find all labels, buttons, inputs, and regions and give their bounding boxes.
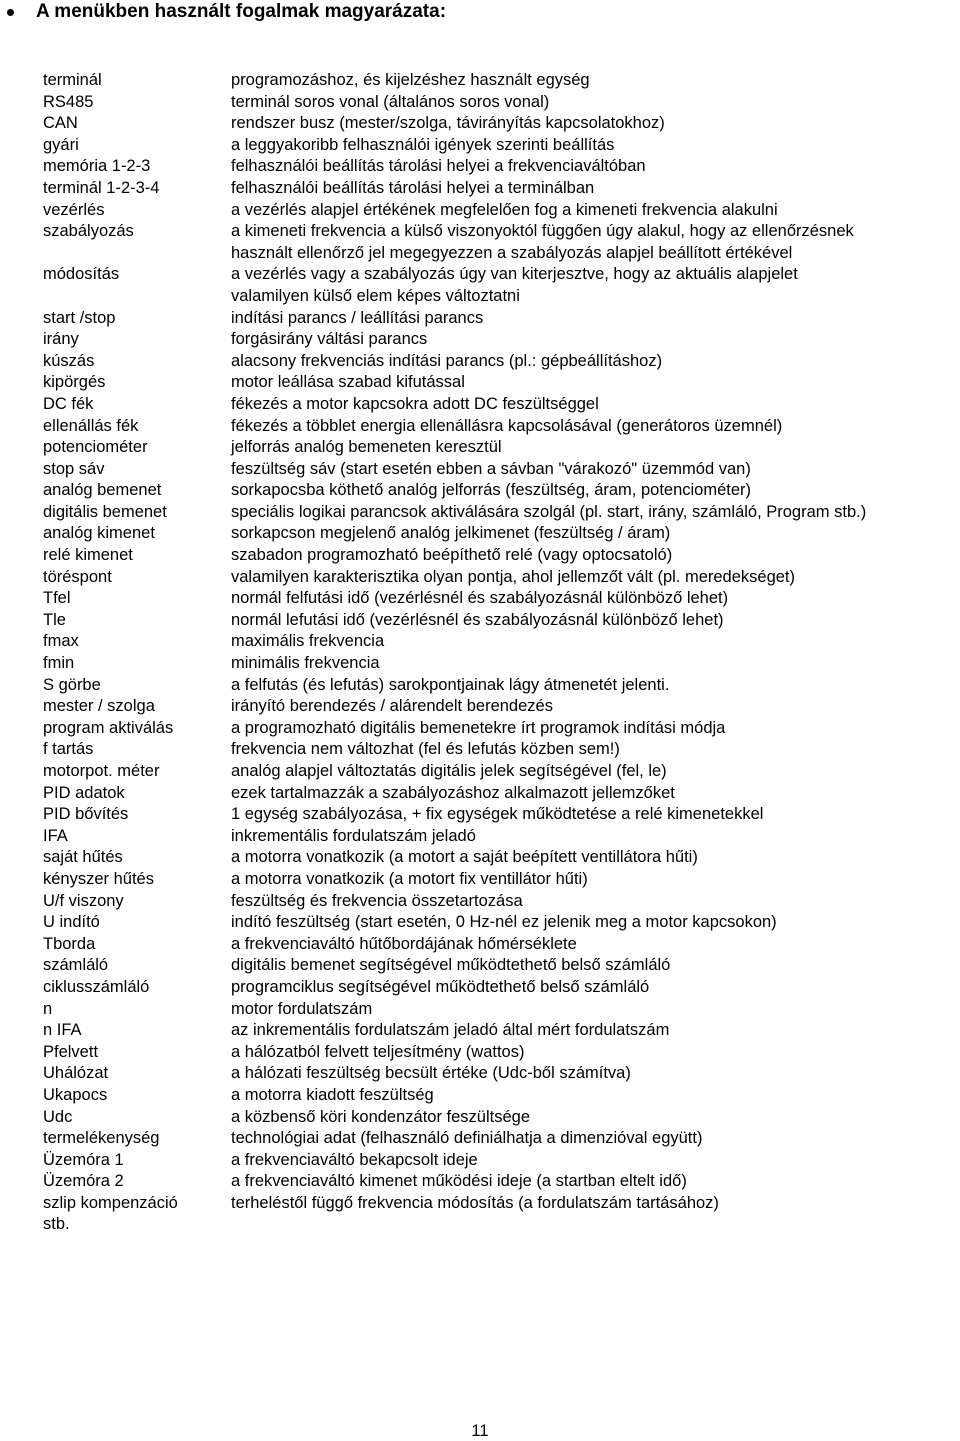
glossary-entry <box>0 394 960 416</box>
glossary-entry <box>0 502 960 524</box>
glossary-entry <box>0 156 960 178</box>
glossary-definition: minimális frekvencia <box>231 654 380 673</box>
glossary-term: ellenállás fék <box>43 416 139 435</box>
glossary-definition: rendszer busz (mester/szolga, távirányítás kapcsolatokhoz) <box>231 114 665 133</box>
glossary-definition: a közbenső köri kondenzátor feszültsége <box>231 1107 531 1126</box>
glossary-definition: az inkrementális fordulatszám jeladó által mért fordulatszám <box>231 1021 670 1040</box>
glossary-entry <box>0 1020 960 1042</box>
glossary-term: Tborda <box>43 934 96 953</box>
glossary-term: DC fék <box>43 394 94 413</box>
glossary-definition: terminál soros vonal (általános soros vonal) <box>231 92 550 111</box>
glossary-term: fmin <box>43 654 75 673</box>
glossary-definition: forgásirány váltási parancs <box>231 330 428 349</box>
glossary-term: módosítás <box>43 265 120 284</box>
glossary-definition: digitális bemenet segítségével működtethető belső számláló <box>231 956 671 975</box>
glossary-definition: sorkapcson megjelenő analóg jelkimenet (feszültség / áram) <box>231 524 671 543</box>
glossary-definition: a frekvenciaváltó kimenet működési ideje (a startban eltelt idő) <box>231 1172 687 1191</box>
glossary-definition: 1 egység szabályozása, + fix egységek működtetése a relé kimenetekkel <box>231 805 764 824</box>
glossary-definition: fékezés a többlet energia ellenállásra kapcsolásával (generátoros üzemnél) <box>231 416 783 435</box>
glossary-entry <box>0 200 960 222</box>
glossary-entry <box>0 675 960 697</box>
glossary-entry <box>0 847 960 869</box>
glossary-definition <box>231 1214 960 1236</box>
glossary-term: Üzemóra 1 <box>43 1150 124 1169</box>
glossary-term: potenciométer <box>43 438 148 457</box>
glossary-definition: valamilyen karakterisztika olyan pontja, ahol jellemzőt vált (pl. meredekséget) <box>231 567 796 586</box>
glossary-entry <box>0 869 960 891</box>
glossary-term: vezérlés <box>43 200 105 219</box>
glossary-entry <box>0 761 960 783</box>
glossary-term: PID adatok <box>43 783 125 802</box>
glossary-definition: feszültség sáv (start esetén ebben a sávban "várakozó" üzemmód van) <box>231 459 751 478</box>
glossary-definition: programozáshoz, és kijelzéshez használt egység <box>231 71 590 89</box>
glossary-definition: terheléstől függő frekvencia módosítás (a fordulatszám tartásához) <box>231 1193 719 1212</box>
glossary-definition: ezek tartalmazzák a szabályozáshoz alkalmazott jellemzőket <box>231 783 675 802</box>
glossary-entry <box>0 718 960 740</box>
glossary-entry <box>0 1214 960 1236</box>
glossary-entry <box>0 567 960 589</box>
glossary-term: irány <box>43 330 79 349</box>
glossary-definition: technológiai adat (felhasználó definiálhatja a dimenzióval együtt) <box>231 1129 703 1148</box>
glossary-term: memória 1-2-3 <box>43 157 151 176</box>
glossary-term: számláló <box>43 956 109 975</box>
glossary-entry <box>0 308 960 330</box>
glossary-term: f tartás <box>43 740 94 759</box>
glossary-definition: a programozható digitális bemenetekre írt programok indítási módja <box>231 718 726 737</box>
glossary-entry <box>0 459 960 481</box>
glossary-term: Ukapocs <box>43 1085 108 1104</box>
glossary-term: S görbe <box>43 675 101 694</box>
glossary-term: fmax <box>43 632 79 651</box>
glossary-entry <box>0 1085 960 1107</box>
glossary-term: motorpot. méter <box>43 762 160 780</box>
glossary-term: saját hűtés <box>43 848 123 867</box>
glossary-definition: speciális logikai parancsok aktiválására szolgál (pl. start, irány, számláló, Program stb.) <box>231 502 867 521</box>
glossary-term: Tle <box>43 610 66 629</box>
glossary-definition: indító feszültség (start esetén, 0 Hz-nél ez jelenik meg a motor kapcsokon) <box>231 913 777 932</box>
glossary-term: kipörgés <box>43 373 106 392</box>
glossary-term: szabályozás <box>43 222 134 241</box>
glossary-term: töréspont <box>43 567 112 586</box>
glossary-term: Pfelvett <box>43 1042 99 1061</box>
glossary-entry <box>0 783 960 805</box>
glossary-term: stop sáv <box>43 459 105 478</box>
glossary-definition: a motorra vonatkozik (a motort fix ventillátor hűti) <box>231 869 588 888</box>
glossary-entry <box>0 523 960 545</box>
glossary-list <box>0 70 960 1236</box>
glossary-entry <box>0 739 960 761</box>
glossary-term: U indító <box>43 913 100 932</box>
glossary-definition: frekvencia nem változhat (fel és lefutás közben sem!) <box>231 740 620 759</box>
glossary-term: kúszás <box>43 351 95 370</box>
glossary-entry <box>0 135 960 157</box>
glossary-term: Tfel <box>43 589 71 608</box>
glossary-entry <box>0 912 960 934</box>
glossary-definition: a hálózati feszültség becsült értéke (Udc-ből számítva) <box>231 1064 631 1083</box>
glossary-definition: a leggyakoribb felhasználói igények szerinti beállítás <box>231 135 615 154</box>
glossary-term: Udc <box>43 1107 73 1126</box>
glossary-term: start /stop <box>43 308 116 327</box>
glossary-entry <box>0 588 960 610</box>
glossary-term: IFA <box>43 826 68 845</box>
glossary-entry <box>0 653 960 675</box>
glossary-definition: normál felfutási idő (vezérlésnél és szabályozásnál különböző lehet) <box>231 589 729 608</box>
glossary-definition: indítási parancs / leállítási parancs <box>231 308 484 327</box>
glossary-entry <box>0 92 960 114</box>
glossary-entry <box>0 221 960 264</box>
glossary-entry <box>0 264 960 307</box>
glossary-entry <box>0 891 960 913</box>
glossary-definition: motor leállása szabad kifutással <box>231 373 465 392</box>
glossary-term: terminál <box>43 71 102 89</box>
glossary-definition: alacsony frekvenciás indítási parancs (pl.: gépbeállításhoz) <box>231 351 663 370</box>
glossary-definition: a motorra kiadott feszültség <box>231 1085 434 1104</box>
glossary-term: Uhálózat <box>43 1064 109 1083</box>
glossary-term: CAN <box>43 114 78 133</box>
glossary-definition: programciklus segítségével működtethető belső számláló <box>231 977 650 996</box>
glossary-entry <box>0 826 960 848</box>
glossary-entry <box>0 480 960 502</box>
section-heading-text: A menükben használt fogalmak magyarázata: <box>36 1 447 22</box>
glossary-term: n <box>43 999 53 1018</box>
glossary-definition: a vezérlés vagy a szabályozás úgy van kiterjesztve, hogy az aktuális alapjelet valamilyen külső elem képes változtatni <box>231 265 798 305</box>
glossary-term: relé kimenet <box>43 546 133 565</box>
glossary-entry <box>0 372 960 394</box>
glossary-entry <box>0 113 960 135</box>
glossary-entry <box>0 1063 960 1085</box>
glossary-definition: sorkapocsba köthető analóg jelforrás (feszültség, áram, potenciométer) <box>231 481 752 500</box>
glossary-definition: fékezés a motor kapcsokra adott DC feszültséggel <box>231 394 599 413</box>
glossary-entry <box>0 631 960 653</box>
glossary-term: termelékenység <box>43 1129 160 1148</box>
glossary-entry <box>0 70 960 92</box>
glossary-term: U/f viszony <box>43 891 124 910</box>
glossary-entry <box>0 977 960 999</box>
glossary-entry <box>0 696 960 718</box>
glossary-term: stb. <box>43 1215 70 1234</box>
glossary-definition: a hálózatból felvett teljesítmény (wattos) <box>231 1042 525 1061</box>
glossary-entry <box>0 437 960 459</box>
glossary-entry <box>0 1171 960 1193</box>
glossary-definition: szabadon programozható beépíthető relé (vagy optocsatoló) <box>231 546 673 565</box>
page-number: 11 <box>471 1422 489 1440</box>
bullet-icon <box>7 9 14 16</box>
glossary-entry <box>0 1128 960 1150</box>
glossary-term: ciklusszámláló <box>43 977 150 996</box>
glossary-term: mester / szolga <box>43 697 155 716</box>
glossary-term: Üzemóra 2 <box>43 1172 124 1191</box>
glossary-definition: a motorra vonatkozik (a motort a saját beépített ventillátora hűti) <box>231 848 698 867</box>
glossary-term: program aktiválás <box>43 718 174 737</box>
glossary-definition: felhasználói beállítás tárolási helyei a frekvenciaváltóban <box>231 157 646 176</box>
glossary-entry <box>0 1042 960 1064</box>
glossary-term: gyári <box>43 135 79 154</box>
glossary-term: n IFA <box>43 1021 82 1040</box>
glossary-definition: felhasználói beállítás tárolási helyei a terminálban <box>231 178 595 197</box>
glossary-term: analóg bemenet <box>43 481 162 500</box>
glossary-term: RS485 <box>43 92 94 111</box>
glossary-entry <box>0 1107 960 1129</box>
glossary-definition: jelforrás analóg bemeneten keresztül <box>231 438 502 457</box>
glossary-entry <box>0 1193 960 1215</box>
glossary-definition: a frekvenciaváltó hűtőbordájának hőmérséklete <box>231 934 577 953</box>
glossary-entry <box>0 804 960 826</box>
glossary-definition: inkrementális fordulatszám jeladó <box>231 826 476 845</box>
glossary-term: PID bővítés <box>43 805 129 824</box>
glossary-term: kényszer hűtés <box>43 869 154 888</box>
glossary-entry <box>0 955 960 977</box>
glossary-term: analóg kimenet <box>43 524 155 543</box>
glossary-entry <box>0 178 960 200</box>
glossary-definition: a frekvenciaváltó bekapcsolt ideje <box>231 1150 478 1169</box>
glossary-definition: maximális frekvencia <box>231 632 385 651</box>
glossary-entry <box>0 329 960 351</box>
glossary-definition: normál lefutási idő (vezérlésnél és szabályozásnál különböző lehet) <box>231 610 724 629</box>
glossary-entry <box>0 1150 960 1172</box>
glossary-term: szlip kompenzáció <box>43 1193 178 1212</box>
glossary-definition: irányító berendezés / alárendelt berendezés <box>231 697 553 716</box>
glossary-entry <box>0 610 960 632</box>
glossary-entry <box>0 351 960 373</box>
glossary-entry <box>0 545 960 567</box>
glossary-definition: feszültség és frekvencia összetartozása <box>231 891 523 910</box>
section-heading <box>6 0 446 24</box>
glossary-entry <box>0 416 960 438</box>
glossary-term: digitális bemenet <box>43 502 167 521</box>
glossary-term: terminál 1-2-3-4 <box>43 178 160 197</box>
glossary-definition: motor fordulatszám <box>231 999 373 1018</box>
glossary-entry <box>0 999 960 1021</box>
glossary-definition: a felfutás (és lefutás) sarokpontjainak lágy átmenetét jelenti. <box>231 675 670 694</box>
glossary-definition: analóg alapjel változtatás digitális jelek segítségével (fel, le) <box>231 762 667 780</box>
glossary-definition: a kimeneti frekvencia a külső viszonyoktól függően úgy alakul, hogy az ellenőrzésnek használt ellenőrző jel megegyezzen a szabályozás alapjel beállított értékével <box>231 222 854 262</box>
glossary-entry <box>0 934 960 956</box>
glossary-definition: a vezérlés alapjel értékének megfelelően fog a kimeneti frekvencia alakulni <box>231 200 778 219</box>
